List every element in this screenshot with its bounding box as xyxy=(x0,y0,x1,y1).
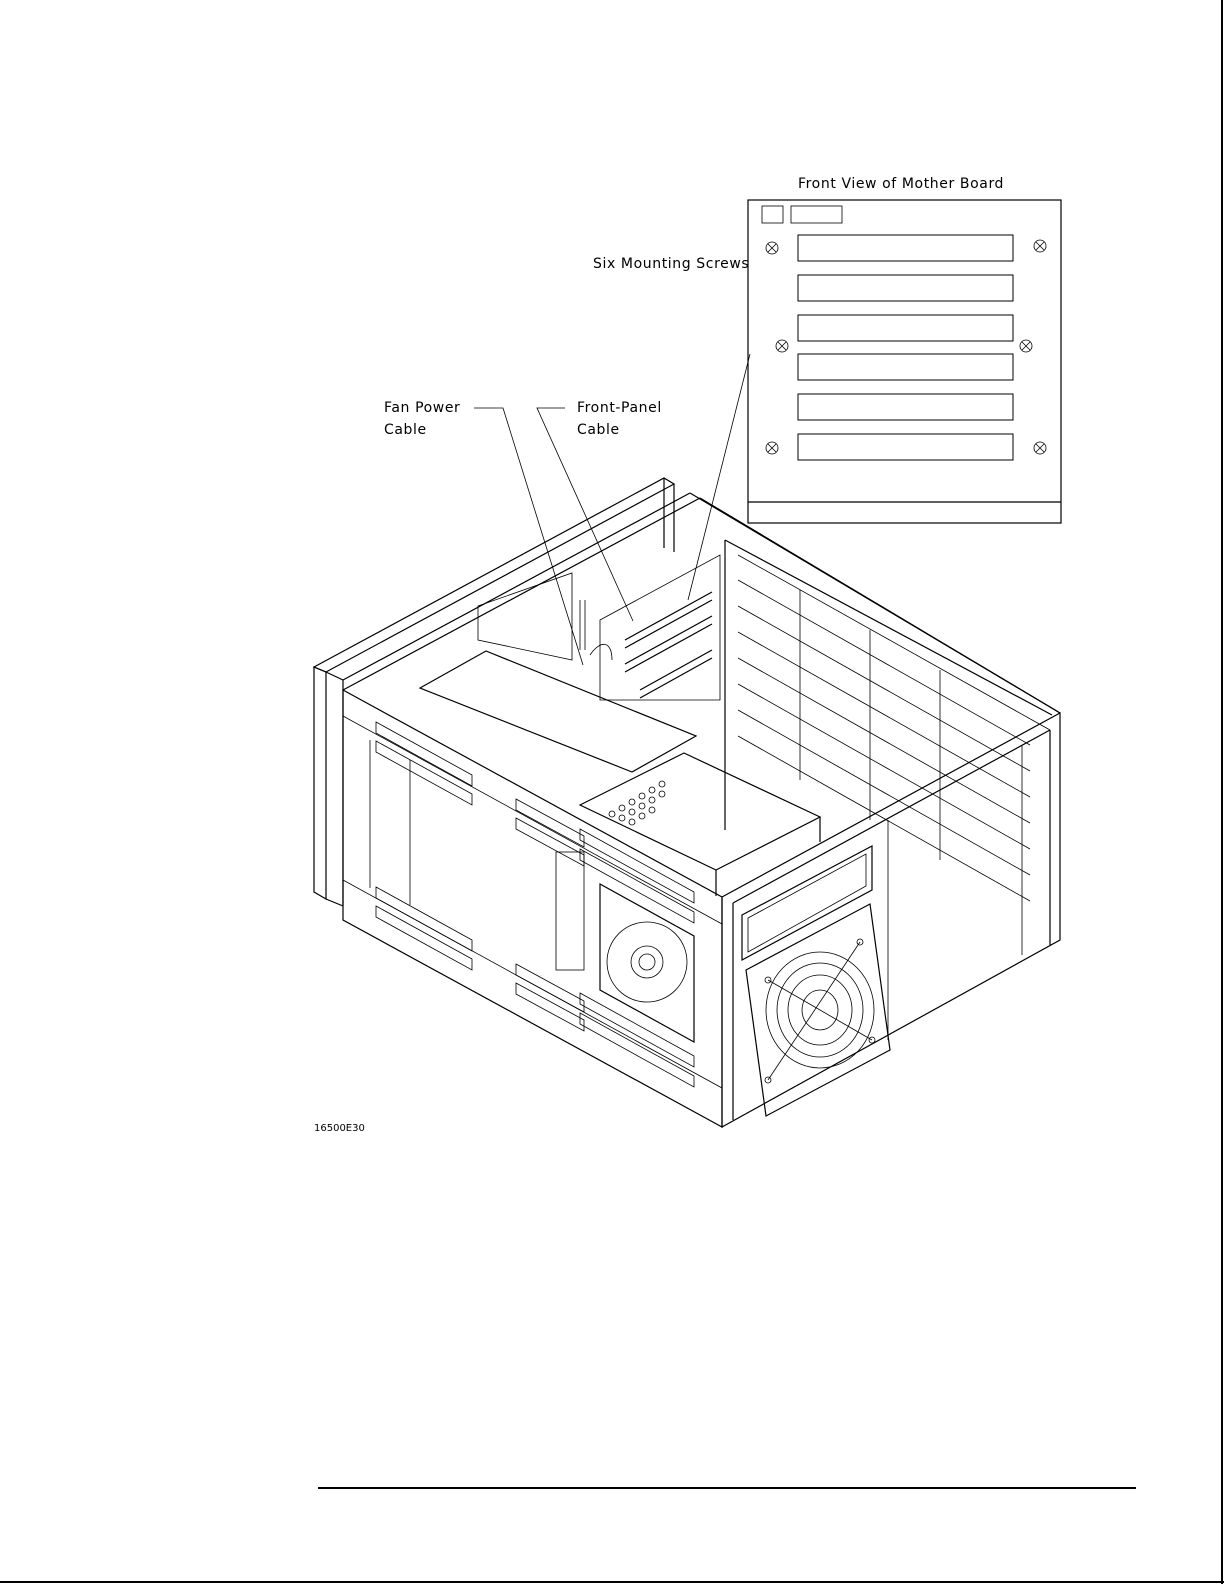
motherboard-area xyxy=(580,555,720,700)
vent-holes xyxy=(609,781,665,825)
power-supply xyxy=(420,573,820,896)
slot-connectors xyxy=(798,235,1013,460)
mounting-screw-icons xyxy=(766,240,1046,454)
card-cage xyxy=(725,540,1050,901)
motherboard-inset xyxy=(748,176,1061,523)
mounting-screws-label: Six Mounting Screws xyxy=(593,256,750,272)
figure-id: 16500E30 xyxy=(314,1123,365,1134)
rear-fan xyxy=(746,904,890,1116)
front-panel-label-line1: Front-Panel xyxy=(577,400,662,416)
fan-power-label-line1: Fan Power xyxy=(384,400,461,416)
mainframe-chassis xyxy=(314,478,1060,1127)
inset-title: Front View of Mother Board xyxy=(798,176,1005,192)
side-vent-slots xyxy=(376,722,694,1087)
fan-power-label-line2: Cable xyxy=(384,422,427,438)
front-panel-label-line2: Cable xyxy=(577,422,620,438)
